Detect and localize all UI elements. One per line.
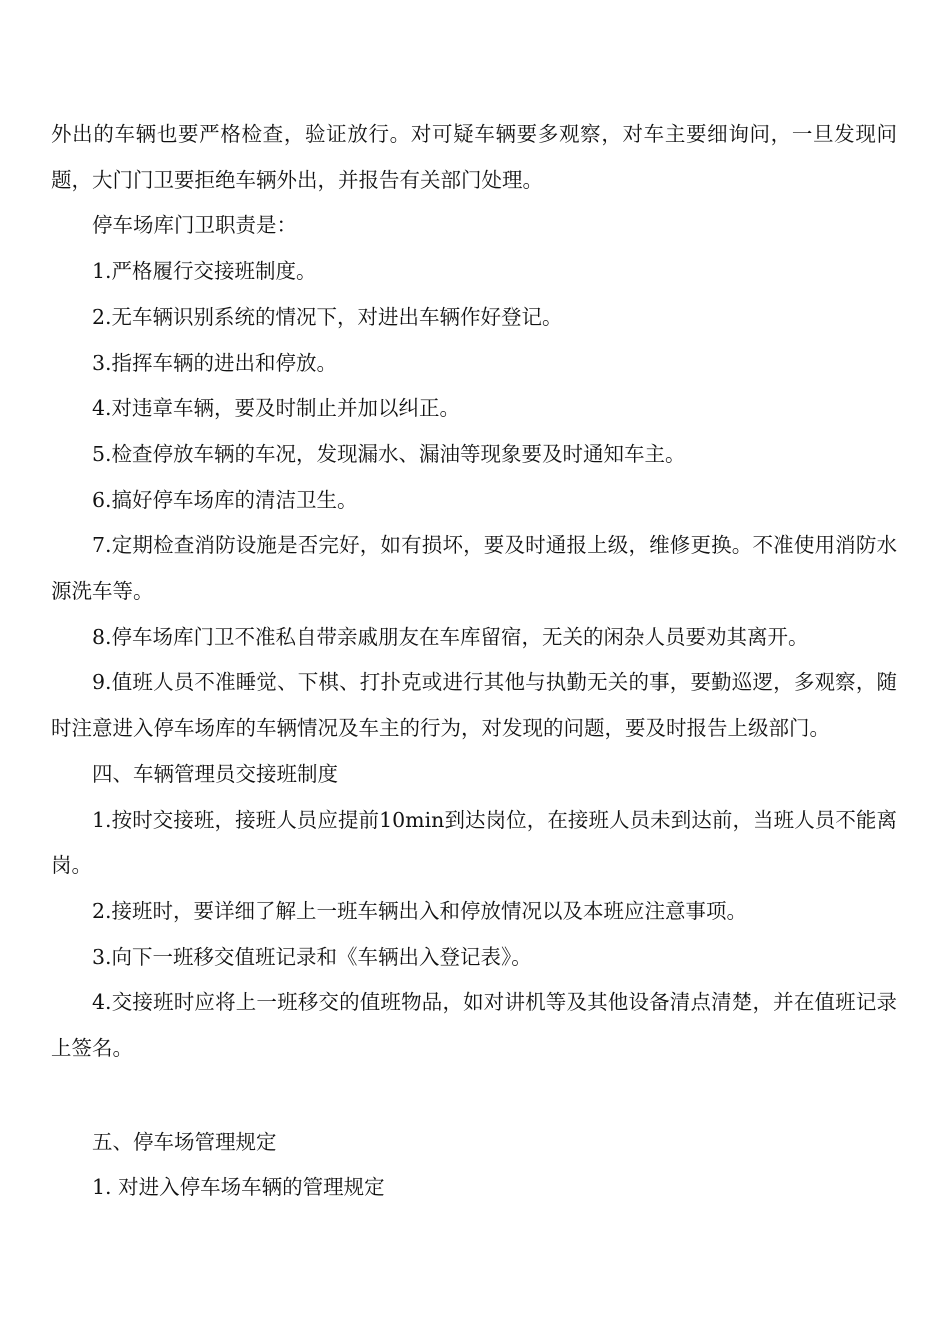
section-five-item-1: 1. 对进入停车场车辆的管理规定 xyxy=(92,1175,385,1200)
section-five-heading: 五、停车场管理规定 xyxy=(92,1129,277,1154)
list-item-duty-2: 2.无车辆识别系统的情况下，对进出车辆作好登记。 xyxy=(92,304,563,329)
list-item-duty-5: 5.检查停放车辆的车况，发现漏水、漏油等现象要及时通知车主。 xyxy=(92,441,686,466)
list-item-duty-7: 7.定期检查消防设施是否完好，如有损坏，要及时通报上级，维修更换。不准使用消防水源洗车等。 xyxy=(51,533,897,604)
list-item-duty-4: 4.对违章车辆，要及时制止并加以纠正。 xyxy=(92,396,461,421)
list-item-duty-1: 1.严格履行交接班制度。 xyxy=(92,259,317,284)
list-item-shift-3: 3.向下一班移交值班记录和《车辆出入登记表》。 xyxy=(92,944,532,969)
paragraph-gate-duties-heading: 停车场库门卫职责是： xyxy=(92,213,297,238)
list-item-duty-3: 3.指挥车辆的进出和停放。 xyxy=(92,350,338,375)
list-item-shift-1: 1.按时交接班，接班人员应提前10min到达岗位，在接班人员未到达前，当班人员不能离岗。 xyxy=(51,807,897,878)
list-item-duty-9: 9.值班人员不准睡觉、下棋、打扑克或进行其他与执勤无关的事，要勤巡逻，多观察，随时注意进入停车场库的车辆情况及车主的行为，对发现的问题，要及时报告上级部门。 xyxy=(51,670,897,741)
document-page xyxy=(51,112,897,1211)
paragraph-outgoing-vehicles: 外出的车辆也要严格检查，验证放行。对可疑车辆要多观察，对车主要细询问，一旦发现问题，大门门卫要拒绝车辆外出，并报告有关部门处理。 xyxy=(51,122,897,192)
section-spacer xyxy=(51,1072,897,1120)
section-four-heading: 四、车辆管理员交接班制度 xyxy=(92,761,338,786)
list-item-duty-6: 6.搞好停车场库的清洁卫生。 xyxy=(92,487,358,512)
list-item-shift-2: 2.接班时，要详细了解上一班车辆出入和停放情况以及本班应注意事项。 xyxy=(92,898,748,923)
list-item-shift-4: 4.交接班时应将上一班移交的值班物品，如对讲机等及其他设备清点清楚，并在值班记录上签名。 xyxy=(51,990,897,1061)
list-item-duty-8: 8.停车场库门卫不准私自带亲戚朋友在车库留宿，无关的闲杂人员要劝其离开。 xyxy=(92,624,809,649)
